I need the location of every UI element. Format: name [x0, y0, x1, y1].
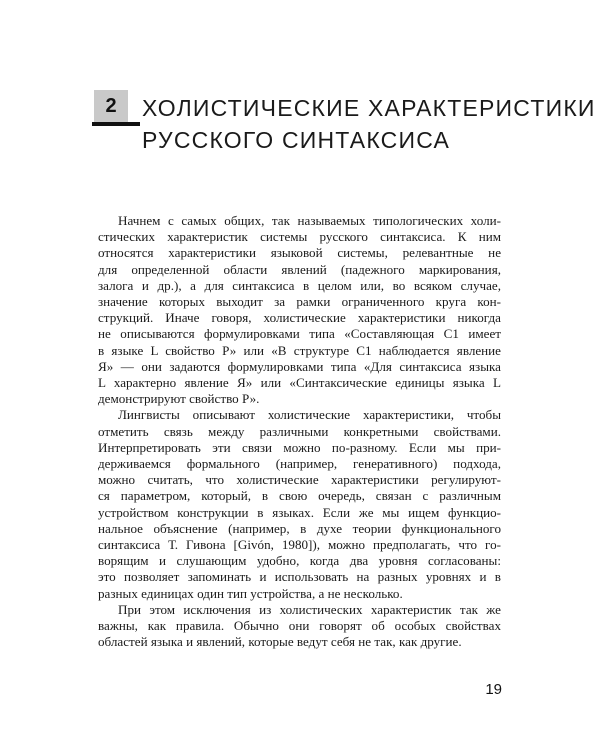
chapter-title [142, 92, 596, 156]
text-line: Лингвисты описывают холистические характеристики, чтобы [118, 407, 501, 423]
text-line: это позволяет запоминать и использовать на разных уровнях и в [98, 569, 501, 585]
text-line: ся параметром, который, в свою очередь, связан с различным [98, 488, 501, 504]
text-line: держиваемся формального (например, генеративного) подхода, [98, 456, 501, 472]
text-line: не описываются формулировками типа «Составляющая С1 имеет [98, 326, 501, 342]
text-line: демонстрируют свойство Р». [98, 391, 260, 407]
chapter-title-line-2: РУССКОГО СИНТАКСИСА [142, 127, 451, 153]
text-line: Начнем с самых общих, так называемых типологических холи- [118, 213, 501, 228]
paragraph-3 [98, 602, 501, 651]
text-line: значение которых выходит за рамки ограниченного круга кон- [98, 294, 501, 310]
text-line: нальное объяснение (например, в духе теории функционального [98, 520, 501, 536]
text-line: Интерпретировать эти связи можно по-разному. Если мы при- [98, 439, 501, 455]
text-line: синтаксиса Т. Гивона [Givón, 1980]), можно предполагать, что го- [98, 537, 501, 553]
text-line: При этом исключения из холистических характеристик так же [118, 601, 501, 617]
text-line: Я» — они задаются формулировками типа «Для синтаксиса языка [98, 358, 501, 374]
chapter-number: 2 [94, 90, 128, 122]
text-line: относятся характеристики языковой системы, релевантные не [98, 245, 501, 261]
page-number: 19 [485, 681, 502, 698]
chapter-rule [92, 122, 140, 126]
text-line: в языке L свойство Р» или «В структуре С1 наблюдается явление [98, 342, 501, 358]
paragraph-1 [98, 213, 501, 407]
text-line: стических характеристик системы русского синтаксиса. К ним [98, 229, 501, 245]
text-line: ворящим и слушающим удобно, когда два уровня согласованы: [98, 553, 501, 569]
text-line: L характерно явление Я» или «Синтаксические единицы языка L [98, 375, 501, 391]
chapter-header [92, 88, 596, 158]
text-line: залога и др.), а для синтаксиса в целом или, во всяком случае, [98, 277, 501, 293]
paragraph-2 [98, 407, 501, 601]
chapter-title-line-1: ХОЛИСТИЧЕСКИЕ ХАРАКТЕРИСТИКИ [142, 95, 596, 121]
text-line: важны, как правила. Обычно они говорят об особых свойствах [98, 618, 501, 634]
text-line: разных единицах один тип устройства, а не несколько. [98, 585, 403, 601]
text-line: областей языка и явлений, которые ведут себя не так, как другие. [98, 634, 462, 650]
body-text [98, 213, 501, 650]
text-line: можно считать, что холистические характеристики регулируют- [98, 472, 501, 488]
text-line: для определенной области явлений (падежного маркирования, [98, 261, 501, 277]
text-line: отметить связь между различными конкретными свойствами. [98, 423, 501, 439]
text-line: струкций. Иначе говоря, холистические характеристики никогда [98, 310, 501, 326]
text-line: устройством конструкции в языках. Если же мы ищем функцио- [98, 504, 501, 520]
